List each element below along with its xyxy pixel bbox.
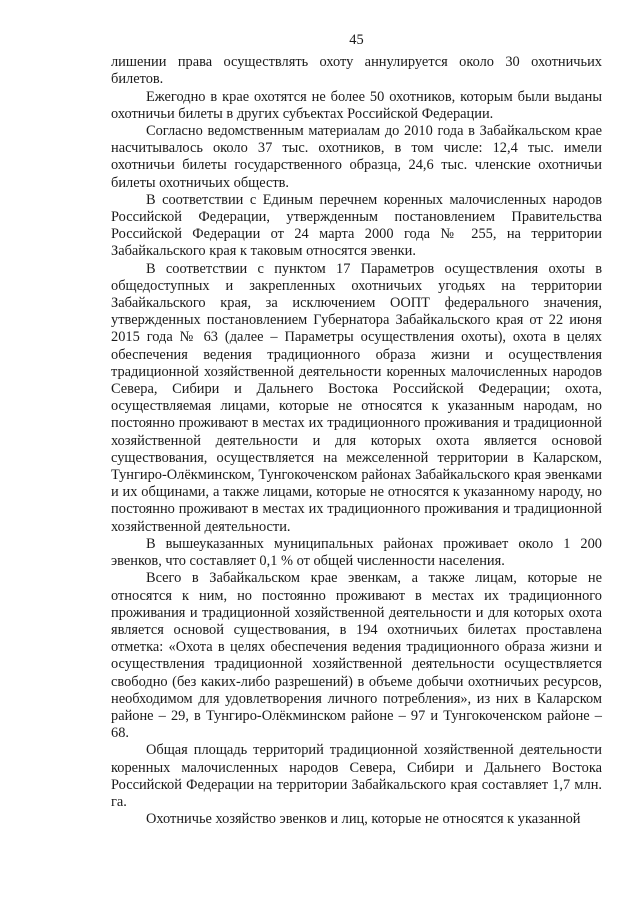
paragraph-4: В соответствии с Единым перечнем коренных малочисленных народов Российской Федерации, утвержденным постановлением Правительства Российской Федерации от 24 марта 2000 года № 255, на территории Забайкальского края к таковым относятся эвенки. <box>111 191 602 260</box>
paragraph-3: Согласно ведомственным материалам до 2010 года в Забайкальском крае насчитывалось около 37 тыс. охотников, в том числе: 12,4 тыс. имели охотничьи билеты государственного образца, 24,6 тыс. членские охотничьи билеты охотничьих обществ. <box>111 123 602 191</box>
paragraph-8: Общая площадь территорий традиционной хозяйственной деятельности коренных малочисленных народов Севера, Сибири и Дальнего Востока Российской Федерации на территории Забайкальского края составляет 1,7 млн. га. <box>111 742 602 810</box>
page-number: 45 <box>349 32 364 48</box>
paragraph-9: Охотничье хозяйство эвенков и лиц, которые не относятся к указанной <box>146 811 581 828</box>
paragraph-7: Всего в Забайкальском крае эвенкам, а также лицам, которые не относятся к ним, но постоянно проживают в местах их традиционного проживания и традиционной хозяйственной деятельности и для которых охота является основой существования, в 194 охотничьих билетах проставлена отметка: «Охота в целях обеспечения ведения традиционного образа жизни и осуществления традиционной хозяйственной деятельности осуществляется свободно (без каких-либо разрешений) в объеме добычи охотничьих ресурсов, необходимом для удовлетворения личного потребления», из них в Каларском районе – 29, в Тунгиро-Олёкминском районе – 97 и Тунгокоченском районе – 68. <box>111 570 602 742</box>
paragraph-1: лишении права осуществлять охоту аннулируется около 30 охотничьих билетов. <box>111 54 602 88</box>
paragraph-5: В соответствии с пунктом 17 Параметров осуществления охоты в общедоступных и закрепленных охотничьих угодьях на территории Забайкальского края, за исключением ООПТ федерального значения, утвержденных постановлением Губернатора Забайкальского края от 22 июня 2015 года № 63 (далее – Параметры осуществления охоты), охота в целях обеспечения ведения традиционного образа жизни и осуществления традиционной хозяйственной деятельности коренных малочисленных народов Севера, Сибири и Дальнего Востока Российской Федерации; охота, осуществляемая лицами, которые не относятся к указанным народам, но постоянно проживают в местах их традиционного проживания и традиционной хозяйственной деятельности и для которых охота является основой существования, осуществляется на межселенной территории в Каларском, Тунгиро-Олёкминском, Тунгокоченском районах Забайкальского края эвенками и их общинами, а также лицами, которые не относятся к указанному народу, но постоянно проживают в местах их традиционного проживания и традиционной хозяйственной деятельности. <box>111 260 602 535</box>
paragraph-6: В вышеуказанных муниципальных районах проживает около 1 200 эвенков, что составляет 0,1 % от общей численности населения. <box>111 535 602 570</box>
paragraph-2: Ежегодно в крае охотятся не более 50 охотников, которым были выданы охотничьи билеты в других субъектах Российской Федерации. <box>111 88 602 122</box>
